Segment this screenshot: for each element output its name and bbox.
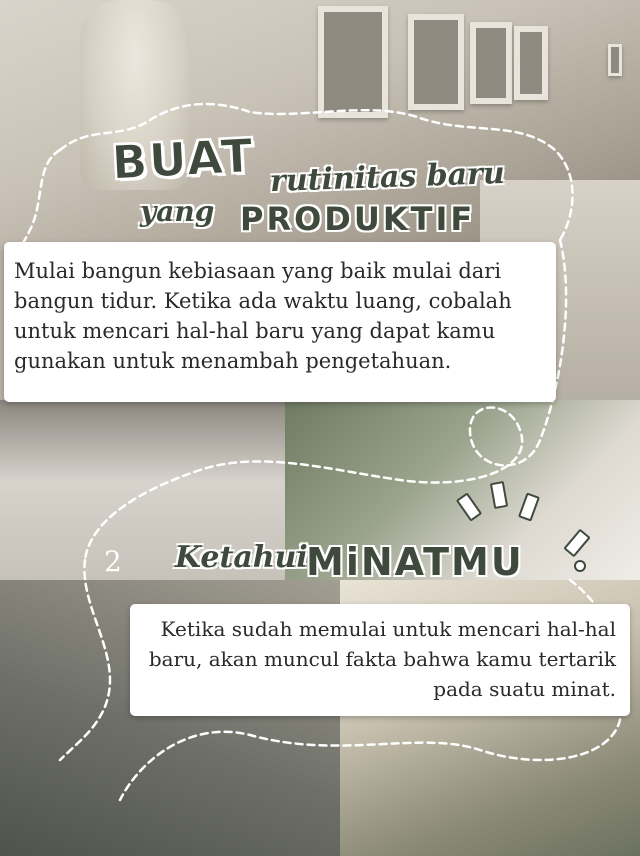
tip-card-1 <box>4 242 556 402</box>
tip-card-2-text: Ketika sudah memulai untuk mencari hal-hal baru, akan muncul fakta bahwa kamu tertarik pada suatu minat. <box>148 617 616 701</box>
headline-yang: yang <box>140 195 215 228</box>
section-minatmu: MiNATMU <box>306 540 524 584</box>
tip-card-1-text: Mulai bangun kebiasaan yang baik mulai dari bangun tidur. Ketika ada waktu luang, cobalah untuk mencari hal-hal baru yang dapat kamu gunakan untuk menambah pengetahuan. <box>14 259 512 373</box>
headline-rutinitas-baru: rutinitas baru <box>269 155 506 200</box>
headline-buat: BUAT <box>110 128 256 190</box>
burst-mark-5 <box>574 560 586 572</box>
section-ketahui: Ketahui <box>175 540 308 575</box>
section-number: 2 <box>104 545 122 578</box>
tip-card-2 <box>130 604 630 716</box>
headline-produktif: PRODUKTIF <box>240 200 476 238</box>
